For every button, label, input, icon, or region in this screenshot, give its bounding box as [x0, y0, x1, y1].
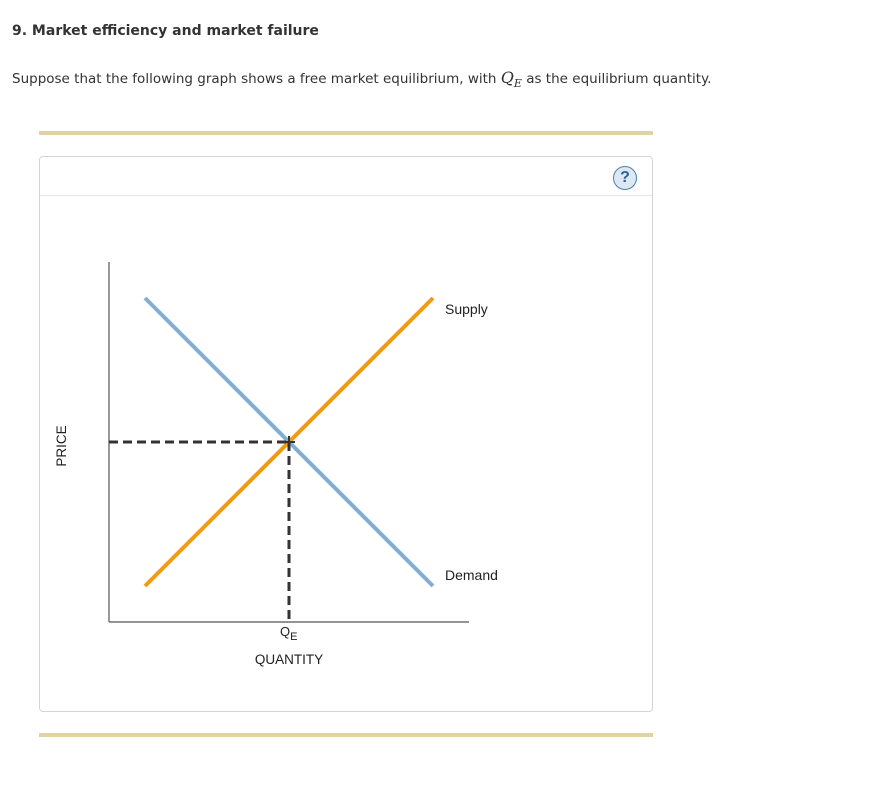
question-text-before: Suppose that the following graph shows a free market equilibrium, with: [12, 71, 501, 87]
help-button[interactable]: ?: [613, 166, 637, 190]
supply-label: Supply: [445, 301, 488, 317]
demand-label: Demand: [445, 567, 498, 583]
equilibrium-quantity-label: $Q_E$: [280, 624, 298, 643]
question-text-after: as the equilibrium quantity.: [521, 71, 712, 87]
question-title: 9. Market efficiency and market failure: [12, 23, 319, 39]
equilibrium-quantity-symbol: $Q_E$: [500, 68, 522, 91]
y-axis-label: PRICE: [54, 425, 69, 467]
bottom-divider: [39, 733, 653, 737]
x-axis-label: QUANTITY: [254, 652, 324, 667]
